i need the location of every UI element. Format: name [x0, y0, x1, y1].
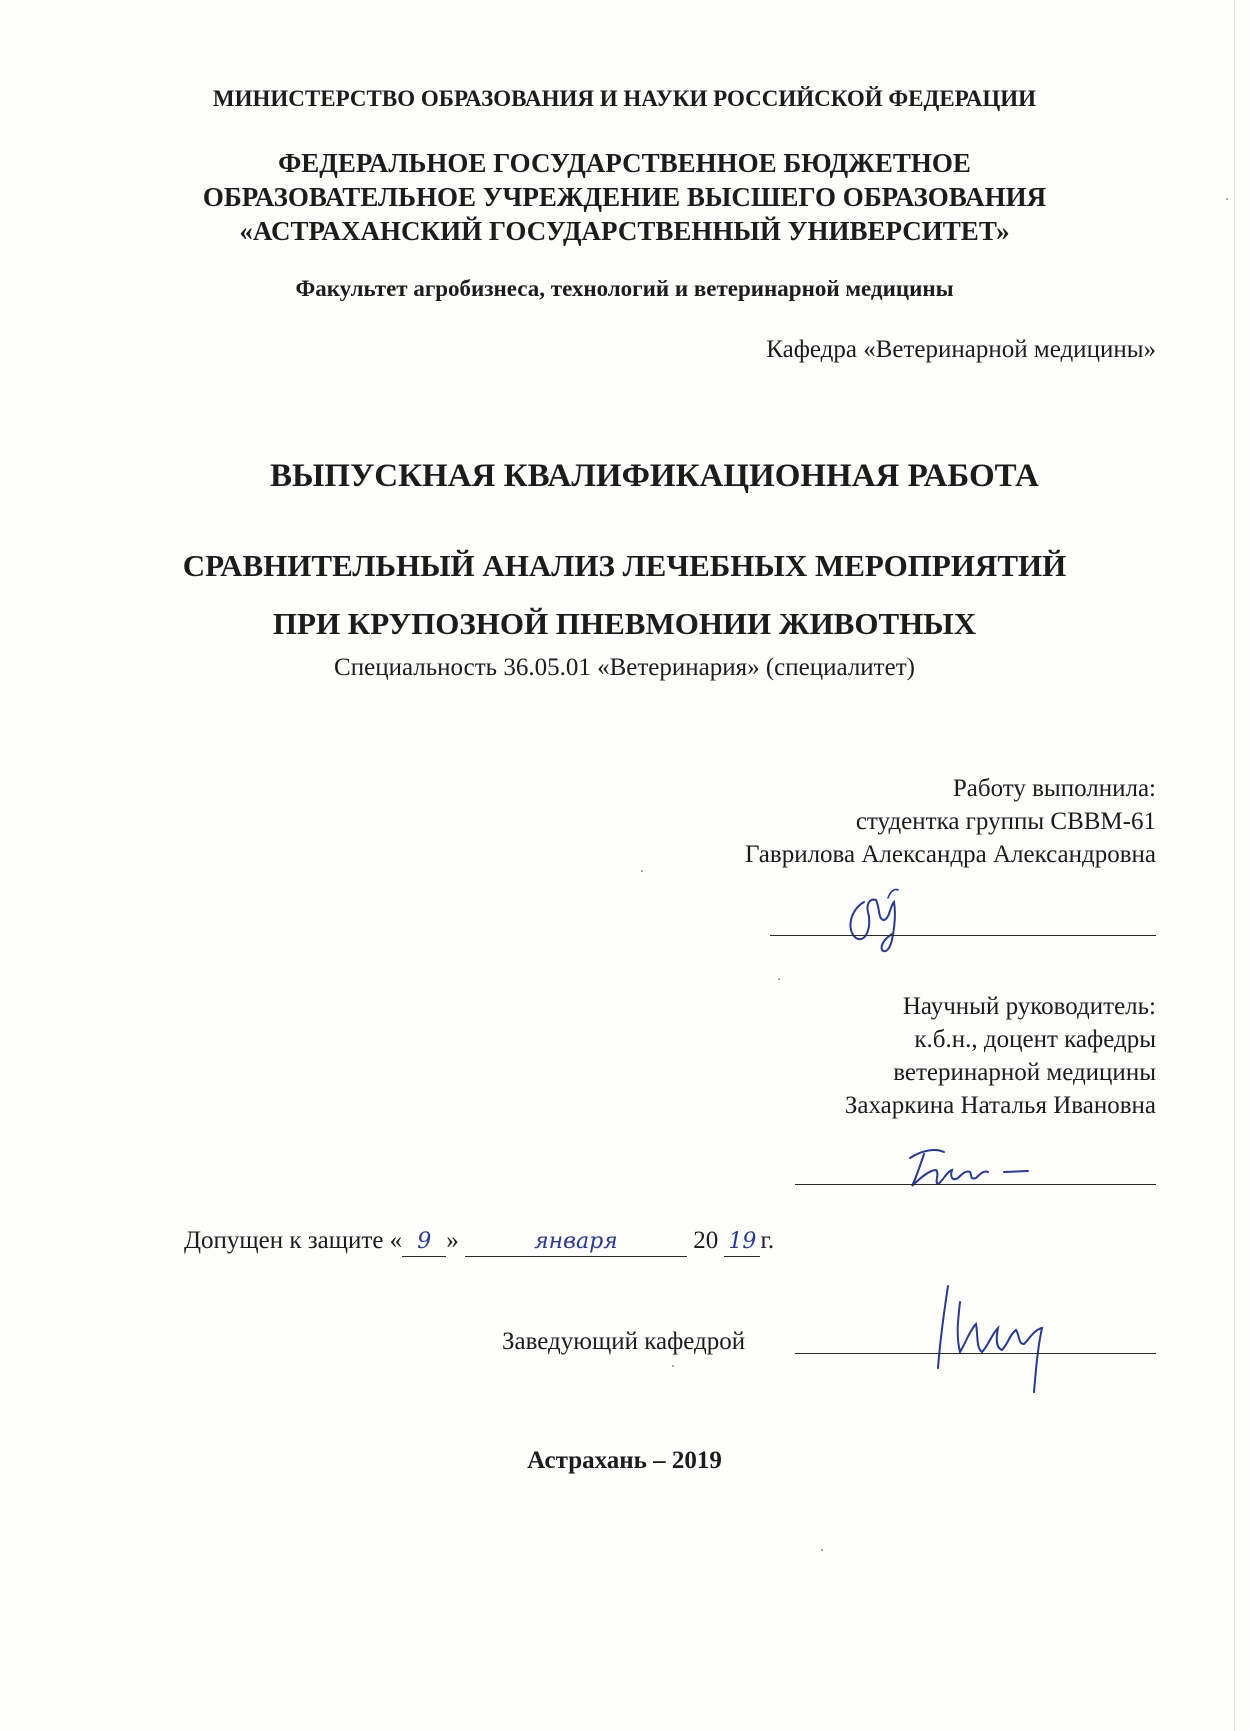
supervisor-signature: [900, 1136, 1050, 1196]
author-label: Работу выполнила:: [952, 775, 1156, 802]
supervisor-signature-line: [795, 1184, 1156, 1185]
scan-speck: [1226, 198, 1228, 200]
department-name: Кафедра «Ветеринарной медицины»: [766, 336, 1156, 363]
supervisor-label: Научный руководитель:: [902, 993, 1156, 1020]
admission-year-prefix: 20: [693, 1227, 719, 1254]
scan-speck: [672, 1365, 674, 1367]
admission-line: [184, 1224, 774, 1257]
supervisor-department: ветеринарной медицины: [893, 1059, 1156, 1086]
admission-prefix: Допущен к защите «: [184, 1227, 403, 1254]
supervisor-block: [845, 990, 1156, 1122]
author-signature: [838, 868, 928, 958]
institution-line-1: ФЕДЕРАЛЬНОЕ ГОСУДАРСТВЕННОЕ БЮДЖЕТНОЕ: [278, 148, 971, 178]
admission-year-abbrev: г.: [760, 1227, 775, 1254]
admission-day: 9: [402, 1228, 446, 1257]
topic-line-2: ПРИ КРУПОЗНОЙ ПНЕВМОНИИ ЖИВОТНЫХ: [272, 606, 977, 641]
city-year: Астрахань – 2019: [527, 1447, 722, 1474]
work-topic: [0, 537, 1249, 653]
author-name: Гаврилова Александра Александровна: [744, 841, 1156, 868]
head-signature-line: [795, 1353, 1156, 1354]
work-type-title: ВЫПУСКНАЯ КВАЛИФИКАЦИОННАЯ РАБОТА: [270, 458, 1039, 494]
scan-speck: [641, 870, 643, 872]
ministry-heading: МИНИСТЕРСТВО ОБРАЗОВАНИЯ И НАУКИ РОССИЙСКОЙ ФЕДЕРАЦИИ: [212, 86, 1037, 111]
institution-line-2: ОБРАЗОВАТЕЛЬНОЕ УЧРЕЖДЕНИЕ ВЫСШЕГО ОБРАЗОВАНИЯ: [202, 182, 1047, 212]
head-of-department-label: Заведующий кафедрой: [502, 1328, 746, 1355]
author-group: студентка группы СВВМ-61: [855, 808, 1156, 835]
topic-line-1: СРАВНИТЕЛЬНЫЙ АНАЛИЗ ЛЕЧЕБНЫХ МЕРОПРИЯТИЙ: [182, 548, 1067, 583]
supervisor-position: к.б.н., доцент кафедры: [914, 1026, 1156, 1053]
head-of-department-signature: [930, 1272, 1090, 1412]
admission-quote-close: »: [446, 1227, 459, 1254]
specialty: Специальность 36.05.01 «Ветеринария» (специалитет): [334, 654, 915, 681]
supervisor-name: Захаркина Наталья Ивановна: [844, 1092, 1156, 1119]
scan-speck: [821, 1549, 823, 1551]
scan-speck: [778, 978, 780, 980]
author-block: [745, 772, 1156, 871]
admission-month: января: [465, 1228, 687, 1257]
faculty-name: Факультет агробизнеса, технологий и ветеринарной медицины: [295, 276, 954, 301]
admission-year: 19: [724, 1228, 760, 1257]
institution-line-3: «АСТРАХАНСКИЙ ГОСУДАРСТВЕННЫЙ УНИВЕРСИТЕТ»: [239, 216, 1010, 246]
institution-heading: [0, 146, 1249, 248]
author-signature-line: [770, 935, 1156, 936]
